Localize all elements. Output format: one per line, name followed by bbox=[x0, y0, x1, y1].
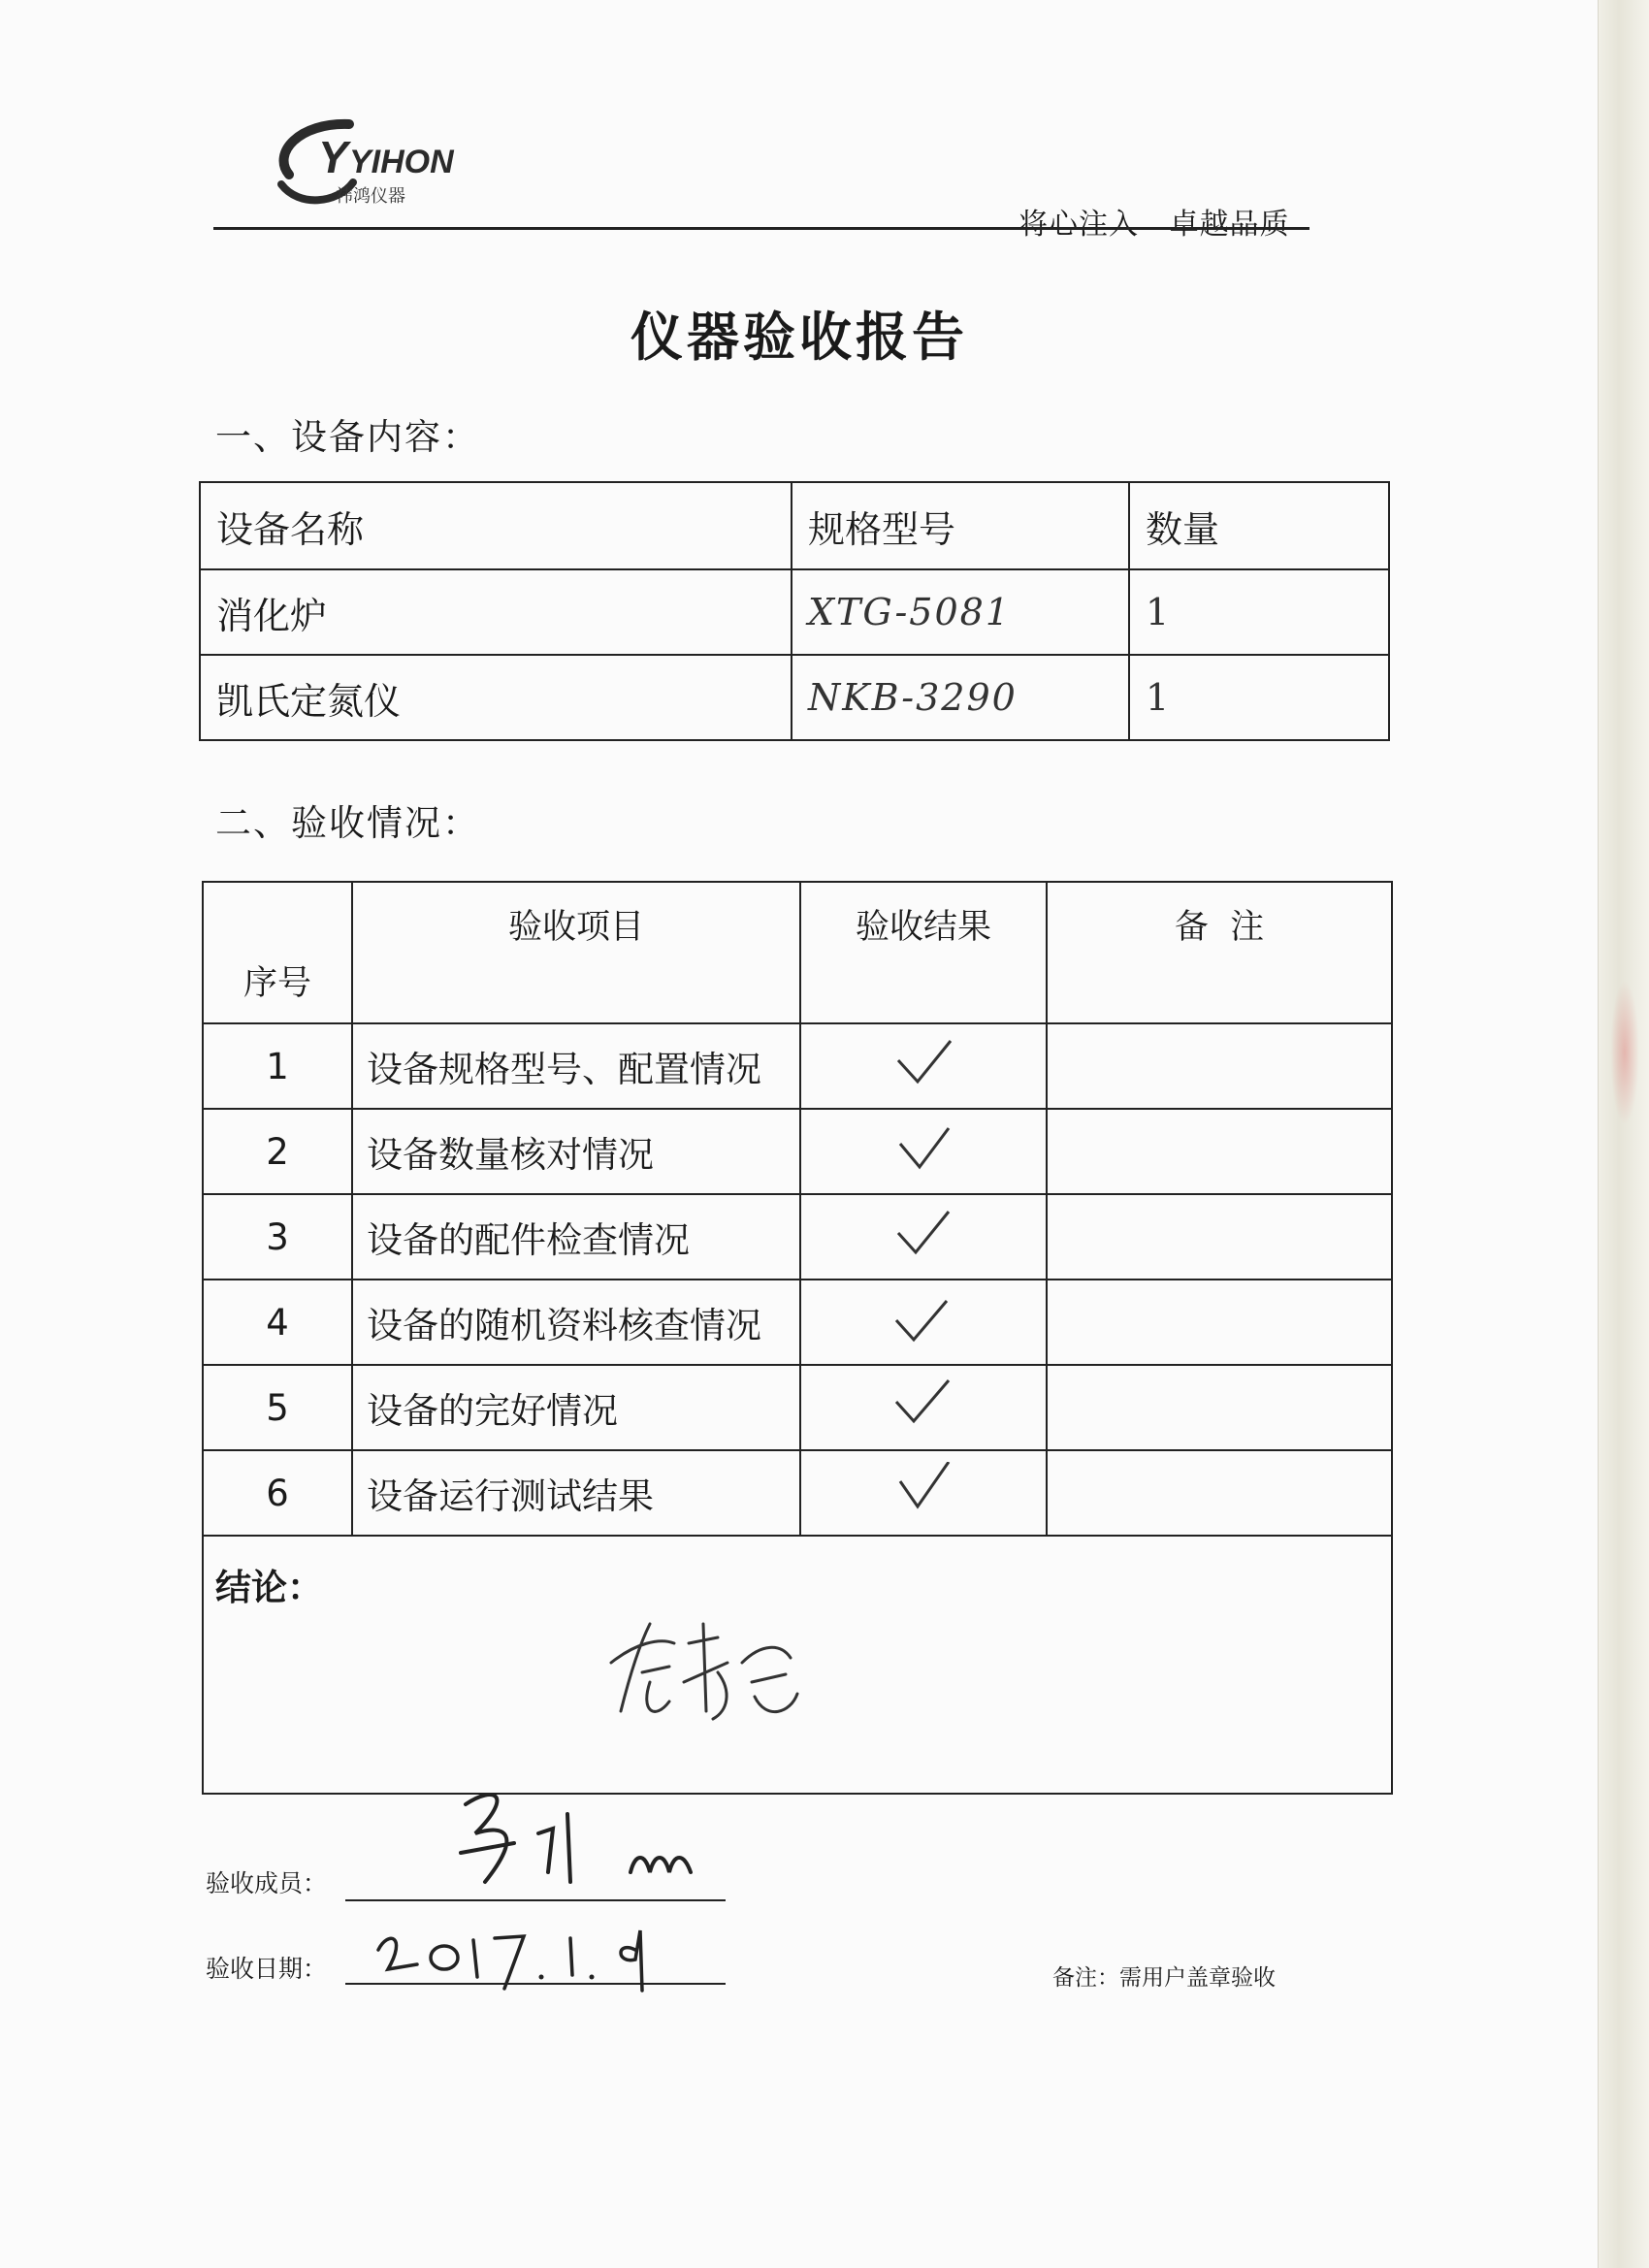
col-result: 验收结果 bbox=[800, 882, 1047, 1023]
conclusion-row bbox=[203, 1536, 1392, 1794]
inspection-table-header bbox=[203, 882, 1392, 1023]
yihon-logo bbox=[260, 114, 483, 211]
col-model: 规格型号 bbox=[792, 482, 1129, 569]
equipment-model: XTG-5081 bbox=[792, 569, 1129, 655]
inspection-item: 设备运行测试结果 bbox=[352, 1450, 800, 1536]
checkmark-icon bbox=[892, 1206, 954, 1260]
table-row bbox=[203, 1194, 1392, 1280]
result-cell bbox=[800, 1365, 1047, 1450]
checkmark-icon bbox=[892, 1291, 954, 1345]
table-row bbox=[203, 1450, 1392, 1536]
document-title: 仪器验收报告 bbox=[630, 307, 968, 368]
col-equipment-name: 设备名称 bbox=[200, 482, 792, 569]
header-rule bbox=[213, 227, 1310, 230]
inspection-item: 设备的配件检查情况 bbox=[352, 1194, 800, 1280]
table-row bbox=[200, 655, 1389, 740]
result-cell bbox=[800, 1109, 1047, 1194]
result-cell bbox=[800, 1023, 1047, 1109]
col-remark: 备 注 bbox=[1047, 882, 1392, 1023]
slogan: 将心注入 卓越品质 bbox=[1018, 208, 1290, 242]
result-cell bbox=[800, 1450, 1047, 1536]
members-line bbox=[345, 1899, 726, 1901]
date-label: 验收日期： bbox=[206, 1955, 328, 1983]
table-row bbox=[203, 1109, 1392, 1194]
row-number: 5 bbox=[203, 1365, 352, 1450]
row-number: 2 bbox=[203, 1109, 352, 1194]
remark-cell bbox=[1047, 1365, 1392, 1450]
equipment-name: 消化炉 bbox=[200, 569, 792, 655]
col-item: 验收项目 bbox=[352, 882, 800, 1023]
equipment-table bbox=[199, 481, 1390, 741]
section1-heading: 一、设备内容： bbox=[215, 416, 480, 458]
inspection-item: 设备的完好情况 bbox=[352, 1365, 800, 1450]
footnote: 备注：需用户盖章验收 bbox=[1052, 1965, 1276, 1991]
section2-heading: 二、验收情况： bbox=[215, 802, 480, 844]
logo-text: YIHON bbox=[349, 144, 454, 180]
conclusion-cell bbox=[203, 1536, 1392, 1794]
svg-text:Y: Y bbox=[318, 132, 348, 182]
remark-cell bbox=[1047, 1450, 1392, 1536]
remark-cell bbox=[1047, 1109, 1392, 1194]
equipment-model: NKB-3290 bbox=[792, 655, 1129, 740]
row-number: 3 bbox=[203, 1194, 352, 1280]
conclusion-signature bbox=[582, 1604, 815, 1740]
date-line bbox=[345, 1983, 726, 1985]
checkmark-icon bbox=[892, 1120, 954, 1175]
scan-edge bbox=[1598, 0, 1649, 2268]
result-cell bbox=[800, 1194, 1047, 1280]
remark-cell bbox=[1047, 1280, 1392, 1365]
stamp-bleed bbox=[1610, 980, 1639, 1125]
equipment-name: 凯氏定氮仪 bbox=[200, 655, 792, 740]
checkmark-icon bbox=[892, 1035, 954, 1089]
members-signature bbox=[407, 1775, 718, 1901]
table-row bbox=[203, 1023, 1392, 1109]
result-cell bbox=[800, 1280, 1047, 1365]
inspection-table bbox=[202, 881, 1393, 1795]
inspection-item: 设备的随机资料核查情况 bbox=[352, 1280, 800, 1365]
inspection-item: 设备数量核对情况 bbox=[352, 1109, 800, 1194]
row-number: 1 bbox=[203, 1023, 352, 1109]
col-quantity: 数量 bbox=[1129, 482, 1389, 569]
table-row bbox=[200, 569, 1389, 655]
conclusion-label: 结论： bbox=[215, 1567, 323, 1608]
row-number: 6 bbox=[203, 1450, 352, 1536]
members-label: 验收成员： bbox=[206, 1869, 328, 1897]
date-handwriting bbox=[359, 1921, 689, 1998]
row-number: 4 bbox=[203, 1280, 352, 1365]
logo-subtext: 祎鸿仪器 bbox=[336, 186, 405, 207]
equipment-qty: 1 bbox=[1129, 655, 1389, 740]
col-seq: 序号 bbox=[203, 882, 352, 1023]
remark-cell bbox=[1047, 1194, 1392, 1280]
equipment-qty: 1 bbox=[1129, 569, 1389, 655]
checkmark-icon bbox=[892, 1462, 954, 1516]
remark-cell bbox=[1047, 1023, 1392, 1109]
equipment-table-header bbox=[200, 482, 1389, 569]
inspection-item: 设备规格型号、配置情况 bbox=[352, 1023, 800, 1109]
table-row bbox=[203, 1365, 1392, 1450]
checkmark-icon bbox=[892, 1377, 954, 1431]
table-row bbox=[203, 1280, 1392, 1365]
